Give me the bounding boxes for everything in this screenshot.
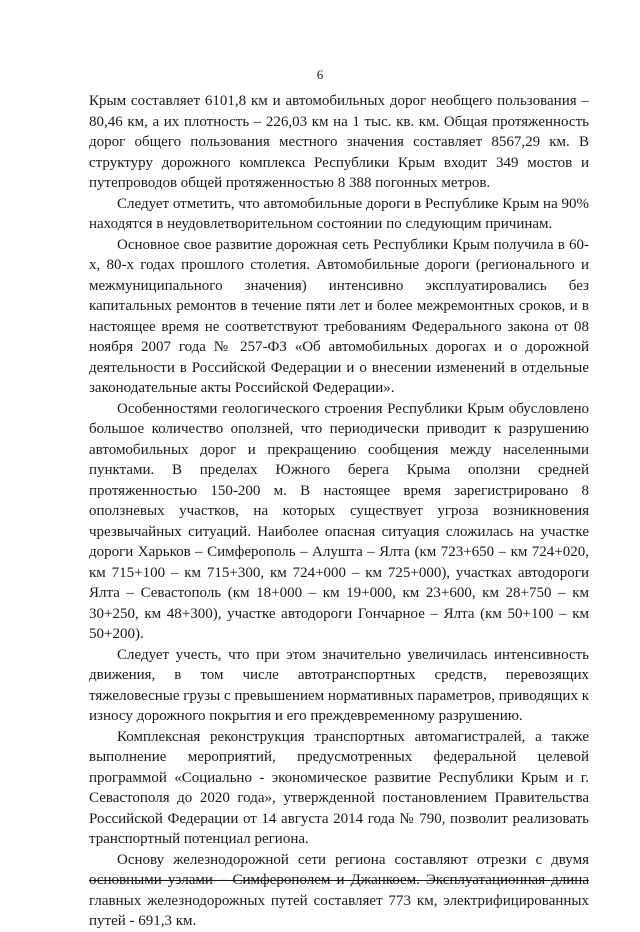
paragraph-6: Комплексная реконструкция транспортных автомагистралей, а также выполнение мероприятий, предусмотренных федеральной целевой программой «Социально - экономическое развитие Республики Крым и г. Севастополя до 2020 года», утвержденной постановлением Правительства Российской Федерации от 14 августа 2014 года № 790, позволит реализовать транспортный потенциал региона. [89,728,589,847]
paragraph-1: Крым составляет 6101,8 км и автомобильных дорог необщего пользования – 80,46 км, а их плотность – 226,03 км на 1 тыс. кв. км. Общая протяженность дорог общего пользования местного значения составляет 8567,29 км. В структуру дорожного комплекса Республики Крым входит 349 мостов и путепроводов общей протяженностью 8 388 погонных метров. [89,93,589,191]
paragraph-3: Основное свое развитие дорожная сеть Республики Крым получила в 60-х, 80-х годах прошлого столетия. Автомобильные дороги (регионального и межмуниципального значения) интенсивно эксплуатировались без капитальных ремонтов в течение пяти лет и более межремонтных сроков, и в настоящее время не соответствуют требованиям Федерального закона от 08 ноября 2007 года № 257-ФЗ «Об автомобильных дорогах и о дорожной деятельности в Российской Федерации и о внесении изменений в отдельные законодательные акты Российской Федерации». [89,236,589,396]
page-number: 6 [316,67,324,82]
paragraph-5: Следует учесть, что при этом значительно увеличилась интенсивность движения, в том числе автотранспортных средств, перевозящих тяжеловесные грузы с превышением нормативных параметров, приводящих к износу дорожного покрытия и его преждевременному разрушению. [89,646,589,724]
paragraph-4: Особенностями геологического строения Республики Крым обусловлено большое количество оползней, что периодически приводит к разрушению автомобильных дорог и прекращению сообщения между населенными пунктами. В пределах Южного берега Крыма оползни средней протяженностью 150-200 м. В настоящее время зарегистрировано 8 оползневых участков, на которых существует угроза возникновения чрезвычайных ситуаций. Наиболее опасная ситуация сложилась на участке дороги Харьков – Симферополь – Алушта – Ялта (км 723+650 – км 724+020, км 715+100 – км 715+300, км 724+000 – км 725+000), участках автодороги Ялта – Севастополь (км 18+000 – км 19+000, км 23+600, км 28+750 – км 30+250, км 48+300), участке автодороги Гончарное – Ялта (км 50+100 – км 50+200). [89,400,589,642]
paragraph-2: Следует отметить, что автомобильные дороги в Республике Крым на 90% находятся в неудовлетворительном состоянии по следующим причинам. [89,195,589,232]
document-body [89,91,589,932]
paragraph-7-end: главных железнодорожных путей составляет 773 км, электрифицированных путей - 691,3 км. [89,892,589,929]
paragraph-7-start: Основу железнодорожной сети региона составляют отрезки с двумя [117,851,589,868]
paragraph-7 [89,850,589,932]
struck-through-text: основными узлами – Симферополем и Джанкоем. Эксплуатационная длина [89,872,589,888]
